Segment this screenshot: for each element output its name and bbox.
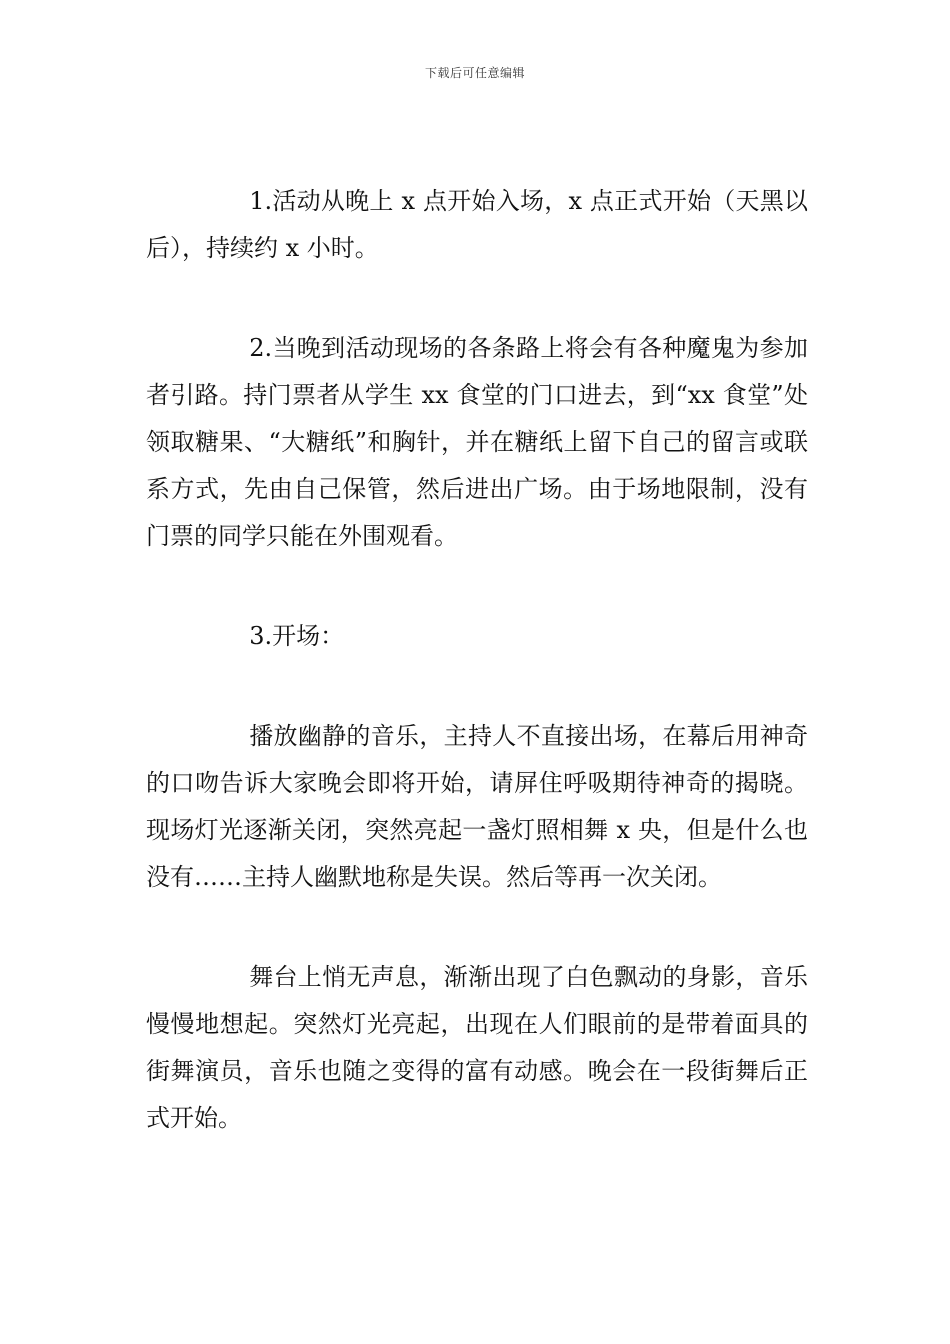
paragraph-2: 2.当晚到活动现场的各条路上将会有各种魔鬼为参加者引路。持门票者从学生 xx 食堂的门口进去，到“xx 食堂”处领取糖果、“大糖纸”和胸针，并在糖纸上留下自己的留言或联系方式，先由自己保管，然后进出广场。由于场地限制，没有门票的同学只能在外围观看。 <box>146 334 808 550</box>
paragraph-1: 1.活动从晚上 x 点开始入场，x 点正式开始（天黑以后），持续约 x 小时。 <box>146 187 808 262</box>
page-header: 下载后可任意编辑 <box>424 66 525 80</box>
paragraph-4: 播放幽静的音乐，主持人不直接出场，在幕后用神奇的口吻告诉大家晚会即将开始，请屏住呼吸期待神奇的揭晓。现场灯光逐渐关闭，突然亮起一盏灯照相舞 x 央，但是什么也没有……主持人幽默地称是失误。然后等再一次关闭。 <box>146 722 808 891</box>
paragraph-3: 3.开场： <box>249 622 345 650</box>
document-body <box>146 178 808 1142</box>
paragraph-5: 舞台上悄无声息，渐渐出现了白色飘动的身影，音乐慢慢地想起。突然灯光亮起，出现在人们眼前的是带着面具的街舞演员，音乐也随之变得的富有动感。晚会在一段街舞后正式开始。 <box>146 963 808 1132</box>
